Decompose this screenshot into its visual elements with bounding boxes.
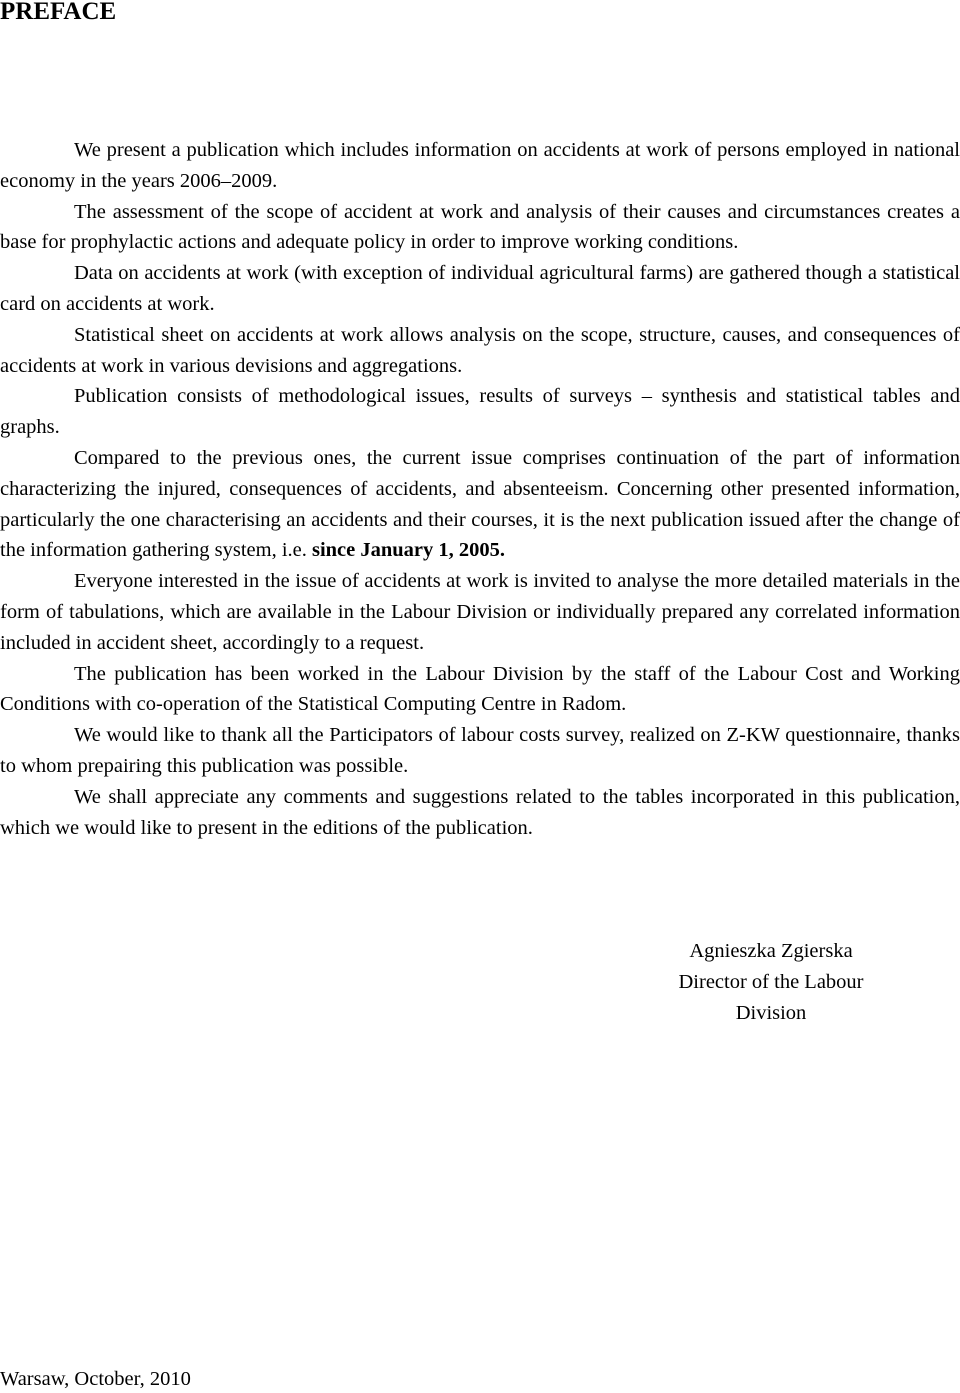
signature-role-line2: Division [735,1001,807,1024]
paragraph-authorship: The publication has been worked in the Labour Division by the staff of the Labour Cost and Working Conditions with co-operation of the Statistical Computing Centre in Radom. [0,662,960,716]
paragraph-comparison [0,443,960,566]
paragraph-thanks: We would like to thank all the Participators of labour costs survey, realized on Z-KW questionnaire, thanks to whom prepairing this publication was possible. [0,724,960,777]
paragraph-intro: We present a publication which includes information on accidents at work of persons employed in national economy in the years 2006–2009. [0,139,960,192]
place-date: Warsaw, October, 2010 [0,1368,191,1390]
paragraph-feedback: We shall appreciate any comments and suggestions related to the tables incorporated in this publication, which we would like to present in the editions of the publication. [0,785,960,839]
paragraph-publication-contents: Publication consists of methodological issues, results of surveys – synthesis and statistical tables and graphs. [0,385,960,439]
page-title: PREFACE [0,0,117,25]
signature-role-line1: Director of the Labour [678,970,864,993]
paragraph-data-collection: Data on accidents at work (with exception of individual agricultural farms) are gathered though a statistical card on accidents at work. [0,262,960,315]
preface-body [0,135,960,843]
signature-name: Agnieszka Zgierska [689,940,853,962]
paragraph-comparison-text: Compared to the previous ones, the current issue comprises continuation of the part of information characterizing the injured, consequences of accidents, and absenteeism. Concerning other presented information, particularly the one characterising an accidents and their courses, it is the next publication issued after the change of the information gathering system, i.e. [0,446,960,562]
paragraph-invitation: Everyone interested in the issue of accidents at work is invited to analyse the more detailed materials in the form of tabulations, which are available in the Labour Division or individually prepared any correlated information included in accident sheet, accordingly to a request. [0,570,960,654]
paragraph-assessment: The assessment of the scope of accident at work and analysis of their causes and circumstances creates a base for prophylactic actions and adequate policy in order to improve working conditions. [0,200,960,254]
date-emphasis: since January 1, 2005. [311,539,506,562]
paragraph-statistical-sheet: Statistical sheet on accidents at work allows analysis on the scope, structure, causes, and consequences of accidents at work in various devisions and aggregations. [0,323,960,377]
signature-block [660,936,882,1028]
